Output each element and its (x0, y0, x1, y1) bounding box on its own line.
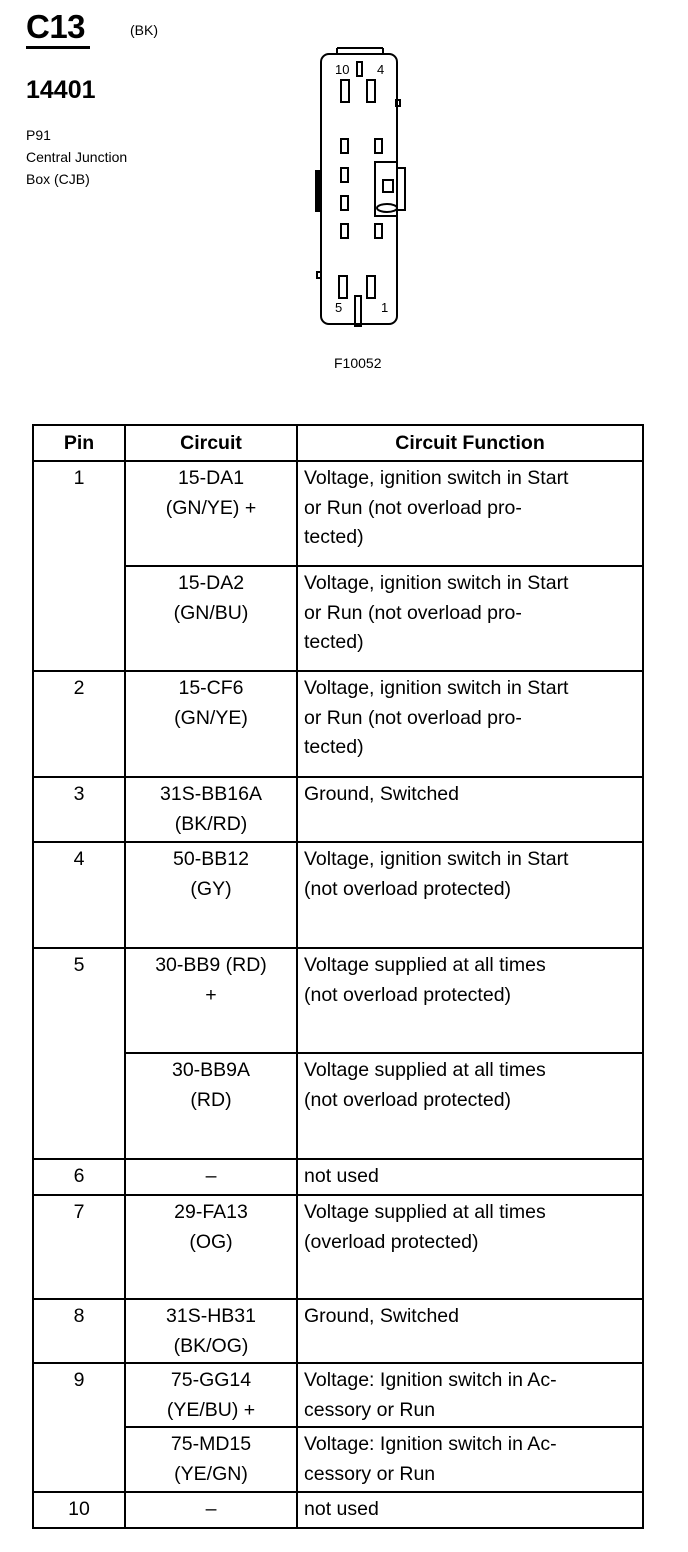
latch-window (383, 180, 393, 192)
pin-table (32, 424, 644, 1529)
description-line: P91 (26, 127, 51, 143)
circuit-code: 75-GG14 (170, 1369, 252, 1391)
function-line: Voltage, ignition switch in Start (304, 848, 569, 870)
function-line: or Run (not overload pro- (304, 601, 522, 624)
housing-notch (317, 272, 321, 278)
circuit-wire-color: + (205, 983, 217, 1006)
table-row (33, 1427, 643, 1492)
circuit-code: 29-FA13 (174, 1201, 248, 1223)
terminal (341, 168, 348, 182)
pin-number: 8 (33, 1299, 125, 1363)
circuit-wire-color: (GN/YE) (174, 706, 248, 729)
pin-number: 5 (33, 948, 125, 1159)
circuit-cell (125, 842, 297, 948)
table-row (33, 1053, 643, 1159)
terminal (367, 276, 375, 298)
circuit-code: 31S-HB31 (166, 1305, 256, 1327)
function-cell (297, 1363, 643, 1427)
function-line: Voltage, ignition switch in Start (304, 572, 569, 594)
side-rib (315, 170, 321, 212)
table-row (33, 1159, 643, 1195)
function-line: or Run (not overload pro- (304, 706, 522, 729)
function-line: Voltage: Ignition switch in Ac- (304, 1433, 557, 1455)
table-row (33, 461, 643, 566)
function-cell (297, 1427, 643, 1492)
terminal (341, 196, 348, 210)
circuit-code: 15-CF6 (178, 677, 244, 699)
function-line: cessory or Run (304, 1462, 436, 1485)
circuit-cell (125, 777, 297, 842)
function-cell (297, 461, 643, 566)
circuit-cell (125, 1159, 297, 1195)
function-line: Voltage, ignition switch in Start (304, 467, 569, 489)
circuit-code: 50-BB12 (173, 848, 249, 870)
pin-number: 7 (33, 1195, 125, 1299)
pin-label-10: 10 (335, 62, 350, 77)
function-cell (297, 1053, 643, 1159)
key-slot (357, 62, 362, 76)
terminal (341, 224, 348, 238)
table-row (33, 1195, 643, 1299)
circuit-code: 75-MD15 (170, 1433, 252, 1455)
circuit-wire-color: (RD) (190, 1088, 232, 1111)
table-row (33, 566, 643, 671)
function-cell (297, 842, 643, 948)
function-line: Voltage supplied at all times (304, 954, 546, 976)
function-cell (297, 1159, 643, 1195)
function-line: tected) (304, 631, 364, 653)
connector-color: (BK) (130, 22, 158, 38)
function-cell (297, 1195, 643, 1299)
function-line: tected) (304, 526, 364, 548)
circuit-code: 15-DA2 (177, 572, 245, 594)
pin-number: 2 (33, 671, 125, 777)
table-row (33, 1492, 643, 1528)
table-row (33, 948, 643, 1053)
circuit-cell (125, 948, 297, 1053)
pin-number: 3 (33, 777, 125, 842)
circuit-wire-color: (YE/BU) + (166, 1398, 256, 1421)
function-line: Voltage, ignition switch in Start (304, 677, 569, 699)
circuit-code: 15-DA1 (177, 467, 245, 489)
circuit-cell (125, 461, 297, 566)
description-line: Central Junction (26, 149, 128, 165)
pin-label-5: 5 (335, 300, 343, 315)
function-line: Voltage: Ignition switch in Ac- (304, 1369, 557, 1391)
figure-code: F10052 (334, 355, 382, 371)
terminal (341, 139, 348, 153)
pin-number: 10 (33, 1492, 125, 1528)
table-row (33, 777, 643, 842)
function-cell (297, 948, 643, 1053)
function-line: not used (304, 1498, 379, 1520)
table-row (33, 1299, 643, 1363)
circuit-code: 30-BB9 (RD) (155, 954, 267, 976)
table-row (33, 671, 643, 777)
circuit-wire-color: (GY) (190, 877, 232, 900)
circuit-cell (125, 1427, 297, 1492)
latch-pin (377, 204, 397, 212)
connector-id-underline (26, 46, 90, 49)
latch (397, 168, 405, 210)
terminal (375, 139, 382, 153)
header-circuit-function: Circuit Function (297, 425, 643, 461)
circuit-code: 31S-BB16A (160, 783, 262, 805)
function-line: Voltage supplied at all times (304, 1201, 546, 1223)
function-cell (297, 777, 643, 842)
function-line: Ground, Switched (304, 783, 460, 805)
terminal (341, 80, 349, 102)
circuit-cell (125, 1053, 297, 1159)
pin-label-4: 4 (377, 62, 385, 77)
part-number: 14401 (26, 76, 96, 104)
pin-number: 1 (33, 461, 125, 671)
pin-number: 6 (33, 1159, 125, 1195)
function-cell (297, 671, 643, 777)
header-circuit: Circuit (125, 425, 297, 461)
table-header-row (33, 425, 643, 461)
table-row (33, 842, 643, 948)
function-cell (297, 566, 643, 671)
table-row (33, 1363, 643, 1427)
circuit-wire-color: (BK/RD) (174, 812, 248, 835)
connector-id: C13 (26, 8, 86, 45)
description-line: Box (CJB) (26, 171, 90, 187)
pin-label-1: 1 (381, 300, 389, 315)
connector-description (26, 124, 127, 190)
function-line: cessory or Run (304, 1398, 436, 1421)
connector-face-diagram (305, 44, 415, 334)
connector-housing (321, 54, 397, 324)
circuit-cell (125, 566, 297, 671)
terminal (339, 276, 347, 298)
circuit-wire-color: (YE/GN) (174, 1462, 248, 1485)
header-pin: Pin (33, 425, 125, 461)
function-line: (not overload protected) (304, 1088, 512, 1111)
circuit-wire-color: (GN/YE) + (165, 496, 257, 519)
circuit-wire-color: (OG) (189, 1230, 233, 1253)
function-line: or Run (not overload pro- (304, 496, 522, 519)
circuit-cell (125, 1363, 297, 1427)
function-line: tected) (304, 736, 364, 758)
terminal (375, 224, 382, 238)
function-line: Ground, Switched (304, 1305, 460, 1327)
circuit-cell (125, 1299, 297, 1363)
terminal (367, 80, 375, 102)
function-line: not used (304, 1165, 379, 1187)
pin-number: 9 (33, 1363, 125, 1492)
circuit-cell (125, 1195, 297, 1299)
key-slot (355, 296, 361, 326)
circuit-code: – (205, 1498, 217, 1520)
function-cell (297, 1492, 643, 1528)
circuit-wire-color: (GN/BU) (173, 601, 249, 624)
function-line: (not overload protected) (304, 983, 512, 1006)
function-cell (297, 1299, 643, 1363)
function-line: (not overload protected) (304, 877, 512, 900)
circuit-code: 30-BB9A (171, 1059, 251, 1081)
circuit-code: – (205, 1165, 217, 1187)
pin-number: 4 (33, 842, 125, 948)
function-line: Voltage supplied at all times (304, 1059, 546, 1081)
circuit-cell (125, 1492, 297, 1528)
circuit-cell (125, 671, 297, 777)
circuit-wire-color: (BK/OG) (173, 1334, 249, 1357)
function-line: (overload protected) (304, 1230, 479, 1253)
